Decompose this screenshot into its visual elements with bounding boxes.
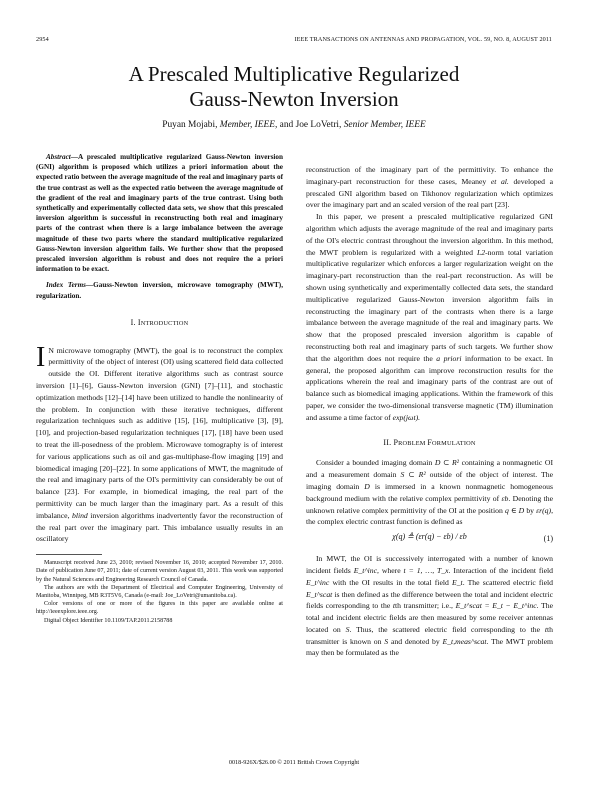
right-paragraph-3 — [306, 457, 553, 528]
math: t — [392, 601, 395, 611]
running-header — [36, 36, 552, 46]
math: S ⊂ R² — [400, 470, 426, 480]
section-initial: P — [393, 437, 399, 447]
copyright-footer: 0018-926X/$26.00 © 2011 British Crown Copyright — [228, 759, 360, 766]
author-conjunction: and — [279, 120, 294, 130]
math: E_t — [452, 577, 463, 587]
text: In this paper, we present a prescaled multiplicative regularized GNI algorithm which adjusts the average magnitude of the real and imaginary parts of the OI's electric contrast throughout the inversion algorithm. In this method, the MWT problem is regularized with a weighted — [306, 212, 553, 257]
text: . The total and incident electric fields are then measured by some receiver antennas located on — [306, 601, 553, 634]
math: E_t^scat — [306, 589, 333, 599]
footnote-affiliation: The authors are with the Department of Electrical and Computer Engineering, University of Manitoba, Winnipeg, MB R3T5V6, Canada (e-mail: Joe_LoVetri@umanitoba.ca). — [36, 584, 283, 599]
text: . Denoting the unknown relative complex permittivity of the OI at the position — [306, 493, 553, 515]
section-heading-introduction — [36, 317, 283, 330]
text: . Thus, the scattered electric field corresponding to the — [349, 624, 541, 634]
text: where — [381, 565, 401, 575]
author-1: Puyan Mojabi, — [162, 120, 218, 130]
math: εr(q) — [536, 505, 552, 515]
text: is then defined as the difference between the total and incident electric fields corresponding to the — [306, 589, 553, 611]
text: containing a nonmagnetic OI and a measurement domain — [306, 458, 554, 480]
title-line-2: Gauss-Newton Inversion — [189, 87, 399, 111]
equation-body: χ(q) ≜ (εr(q) − εb) / εb — [392, 532, 467, 542]
text: th transmitter is known on — [306, 624, 554, 646]
footnotes — [36, 559, 283, 625]
right-paragraph-4: In MWT, the OI is successively interrogated with a number of known incident fields E_t^inc, where t = 1, …, T_x. Interaction of the incident field E_t^inc with the OI results in the total field E_t. The scattered electric field E_t^scat is then defined as the difference between the total and incident electric fields corresponding to the tth transmitter; i.e., E_t^scat = E_t − E_t^inc. The total and incident electric fields are then measured by some receiver antennas located on S. Thus, the scattered electric field corresponding to the tth transmitter is known on S and denoted by E_t,meas^scat. The MWT problem may then be formulated as the — [306, 554, 554, 658]
author-2-role: Senior Member, IEEE — [343, 120, 426, 130]
index-terms — [36, 280, 283, 300]
drop-cap: I — [36, 341, 46, 373]
text: with the OI results in the total field — [332, 577, 449, 587]
right-paragraph-1 — [306, 164, 553, 211]
text: , the complex electric contrast function is defined as — [306, 505, 554, 527]
journal-header: IEEE TRANSACTIONS ON ANTENNAS AND PROPAGATION, VOL. 59, NO. 8, AUGUST 2011 — [294, 36, 552, 43]
section-smallcaps: NTRODUCTION — [140, 319, 189, 327]
math: exp(jωt). — [392, 412, 421, 422]
text: -norm total variation multiplicative regularizer which enforces a larger regularization weight on the imaginary-part reconstruction than the real-part reconstruction. As will be shown using synthetically and experimentally collected data sets, the standard multiplicative regularized Gauss-Newton inversion algorithm fails in reconstructing the imaginary part of the contrasts when there is a large imbalance between the average magnitude of the real and imaginary parts. We show that the proposed prescaled inversion algorithm is capable of reconstructing both real and imaginary parts of such targets. We further show that the algorithm does not require the — [306, 247, 553, 363]
intro-text-end: inversion algorithms inadvertently favor the reconstruction of the real part over the imaginary part. This imbalance usually results in an oscillatory — [36, 510, 283, 544]
footnote-doi: Digital Object Identifier 10.1109/TAP.2011.2158788 — [44, 617, 173, 624]
math: t — [544, 624, 548, 634]
text: . The scattered electric field — [462, 577, 554, 587]
math: E_t^inc — [353, 565, 377, 575]
math: εb — [501, 493, 509, 503]
math: D — [364, 481, 370, 491]
math: D ⊂ R² — [434, 458, 459, 468]
math: t = 1, …, T_x — [403, 565, 449, 575]
section-initial: I — [137, 317, 141, 327]
intro-paragraph — [36, 341, 283, 546]
text: . Interaction of the incident field — [448, 565, 554, 575]
text: outside of the object of interest. The imaging domain — [306, 470, 553, 491]
section-numeral: II. — [383, 437, 392, 447]
math: S — [384, 636, 389, 646]
author-2: Joe LoVetri, — [295, 120, 342, 130]
abstract — [36, 152, 283, 274]
index-terms-lead: Index Terms— — [46, 281, 94, 290]
text: In MWT, the OI is successively interrogated with a number of known incident fields — [306, 554, 553, 575]
right-column — [306, 164, 553, 659]
page-number: 2954 — [36, 36, 49, 43]
equation-1 — [306, 531, 553, 547]
footnote-rule — [36, 554, 102, 555]
abstract-text: A prescaled multiplicative regularized Gauss-Newton inversion (GNI) algorithm is proposed which utilizes a priori information about the expected ratio between the average magnitude of the real and imaginary parts of the true contrast as well as the expected ratio between the average magnitude of the gradient of the real and imaginary parts of the true contrast. Using both synthetically and experimentally collected data sets, we show that this prescaled inversion algorithm is successful in reconstructing both real and imaginary parts of the contrast when there is a large imbalance between the average magnitude of these two parts where the standard multiplicative regularized Gauss-Newton inversion algorithm fails. We further show that the proposed prescaled inversion algorithm is robust and does not require the a priori information to be exact. — [36, 153, 283, 274]
equation-number: (1) — [543, 534, 553, 544]
right-paragraph-2 — [306, 211, 553, 423]
intro-emphasis: blind — [71, 510, 88, 520]
text: and denoted by — [390, 636, 440, 646]
math: q ∈ D — [504, 505, 525, 515]
section-heading-problem-formulation — [306, 437, 553, 450]
section-initial: F — [427, 437, 433, 447]
text: information to be exact. In general, the proposed algorithm can improve reconstruction results for the applications wherein the real and imaginary parts of the contrast are out of balance such as biomedical imaging applications. Within the framework of this paper, we consider the two-dimensional transverse magnetic (TM) illumination and assume a time factor of — [306, 353, 554, 422]
title-line-1: A Prescaled Multiplicative Regularized — [128, 62, 460, 86]
text: developed a prescaled GNI algorithm based on Tikhonov regularization which optimizes over the imaginary part and an scaled version of the real part [23]. — [306, 176, 554, 210]
text: Consider a bounded imaging domain — [316, 458, 433, 468]
math: E_t^scat = E_t − E_t^inc — [455, 601, 537, 611]
emphasis: a priori — [436, 353, 462, 363]
text: is immersed in a known nonmagnetic homogeneous background medium with the relative complex permittivity of — [306, 481, 553, 503]
footnote-color: Color versions of one or more of the figures in this paper are available online at http://ieeexplore.ieee.org. — [36, 601, 283, 616]
math: E_t,meas^scat — [442, 636, 487, 646]
author-1-role: Member, IEEE, — [219, 120, 278, 130]
paper-title — [36, 62, 552, 112]
math: L2 — [477, 247, 486, 257]
section-numeral: I. — [130, 317, 136, 327]
math: S — [345, 624, 350, 634]
footnote-manuscript: Manuscript received June 23, 2010; revised November 16, 2010; accepted November 17, 2010. Date of publication June 07, 2011; date of current version August 03, 2011. This work was supported by the Natural Sciences and Engineering Research Council of Canada. — [36, 560, 283, 583]
intro-text: N microwave tomography (MWT), the goal is to reconstruct the complex permittivity of the object of interest (OI) using scattered field data collected outside the OI. Different iterative algorithms such as contrast source inversion [1]–[6], Gauss-Newton inversion (GNI) [7]–[11], and stochastic optimization methods [12]–[14] have been utilized to handle the nonlinearity of the problem. In conjunction with these iterative techniques, different regularization techniques such as additive [15], [16], multiplicative [3], [9], [10], and projection-based regularization techniques [17], [18] have been used to treat the ill-posedness of the problem. Microwave tomography is of interest for various applications such as oil and gas-multiphase-flow imaging [19] and biomedical imaging [20]–[22]. In some applications of MWT, the magnitude of the real and imaginary parts of the OI's permittivity can considerably be out of balance [23]. For example, in biomedical imaging, the real part of the permittivity can be much larger than the imaginary part. As a result of this imbalance, — [36, 345, 283, 520]
text: reconstruction of the imaginary part of the permittivity. To enhance the imaginary-part reconstruction for these cases, Meaney — [306, 165, 553, 186]
left-column — [36, 152, 283, 625]
section-smallcaps: ORMULATION — [432, 439, 476, 447]
text: by — [526, 505, 534, 515]
author-line — [36, 120, 552, 130]
text: . The MWT problem may then be formulated as the — [306, 636, 553, 658]
text: th transmitter; i.e., — [395, 601, 453, 611]
math: E_t^inc — [306, 577, 330, 587]
index-terms-text: Gauss-Newton inversion, microwave tomography (MWT), regularization. — [36, 281, 283, 300]
abstract-lead: Abstract— — [46, 153, 78, 161]
section-smallcaps: ROBLEM — [398, 439, 428, 447]
emphasis: et al. — [490, 176, 509, 186]
